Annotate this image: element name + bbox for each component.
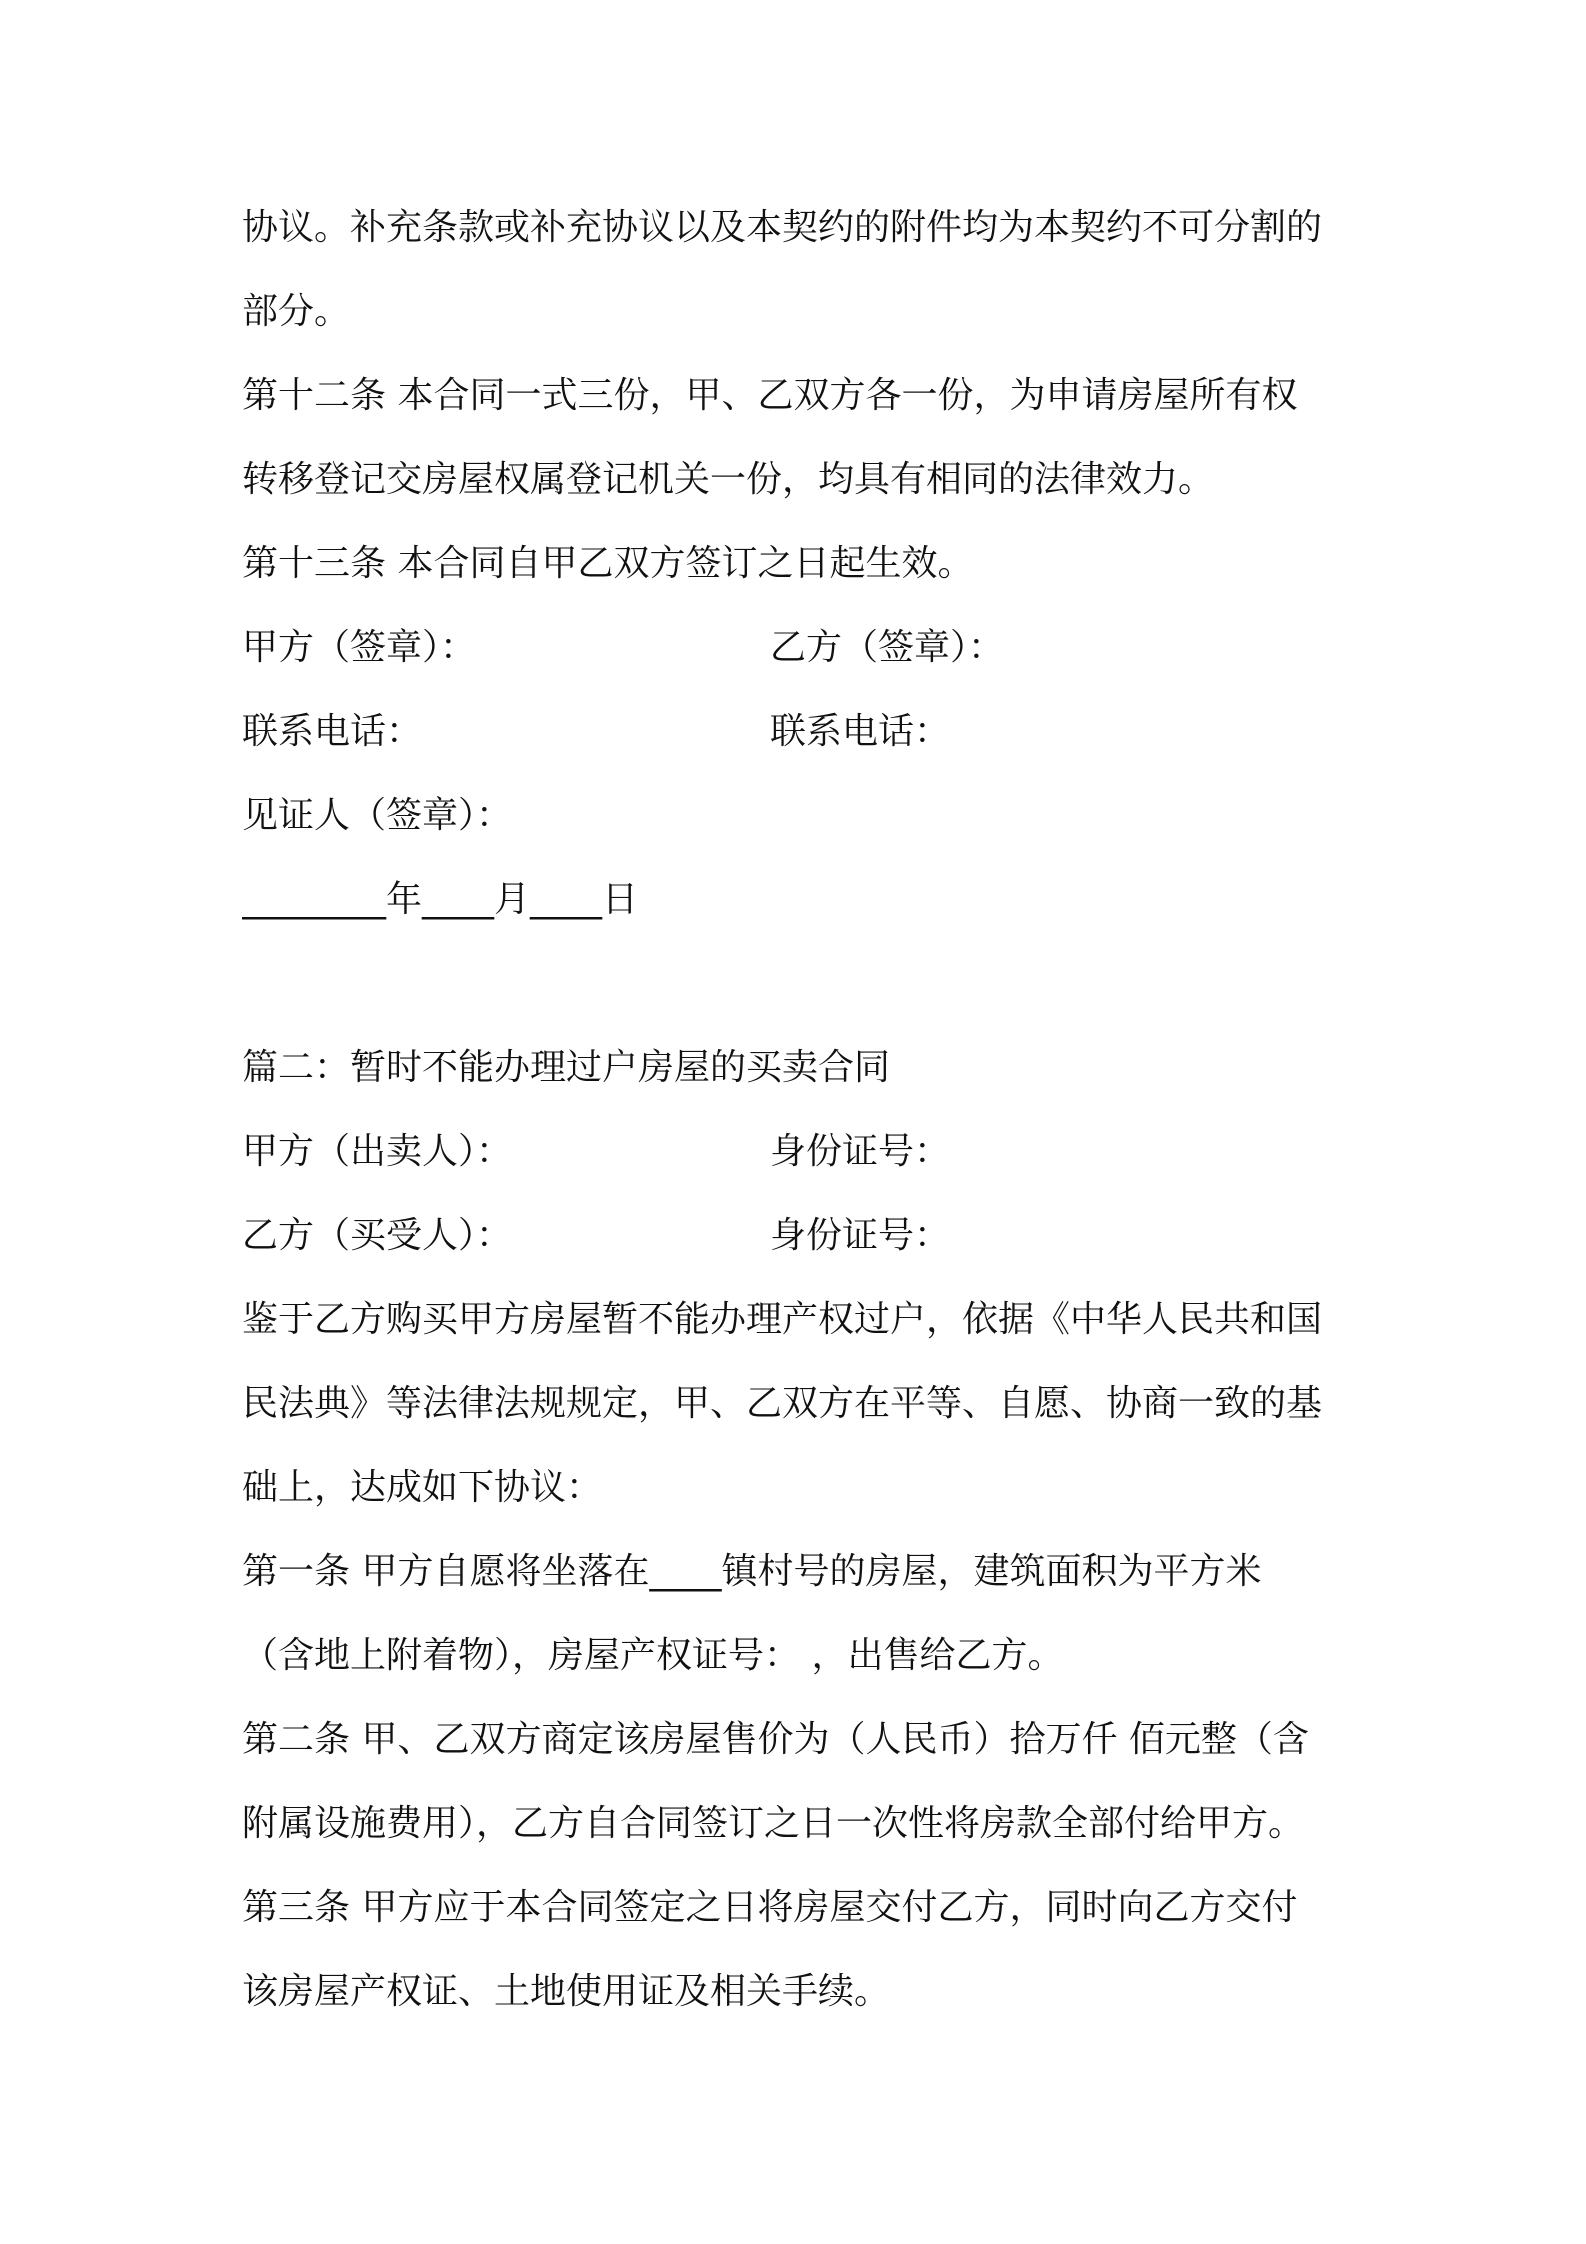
clause1-line2: （含地上附着物），房屋产权证号： ，出售给乙方。 <box>242 1635 1064 1676</box>
preamble-line3: 础上，达成如下协议： <box>242 1467 603 1508</box>
party-b-phone-label: 联系电话： <box>770 711 951 752</box>
clause2-line2: 附属设施费用），乙方自合同签订之日一次性将房款全部付给甲方。 <box>242 1803 1305 1844</box>
clause11-continuation-line2: 部分。 <box>242 291 351 332</box>
date-line: ________年____月____日 <box>242 879 638 920</box>
clause1-line1: 第一条 甲方自愿将坐落在____镇村号的房屋，建筑面积为平方米 <box>242 1551 1262 1592</box>
seller-label: 甲方（出卖人）： <box>242 1131 513 1172</box>
signature-row <box>242 618 1362 678</box>
section-title: 篇二：暂时不能办理过户房屋的买卖合同 <box>242 1047 891 1088</box>
clause2-line1: 第二条 甲、乙双方商定该房屋售价为（人民币）拾万仟 佰元整（含 <box>242 1719 1309 1760</box>
preamble-line2: 民法典》等法律法规规定，甲、乙双方在平等、自愿、协商一致的基 <box>242 1383 1323 1424</box>
clause12-line1: 第十二条 本合同一式三份，甲、乙双方各一份，为申请房屋所有权 <box>242 375 1298 416</box>
party-a-phone-label: 联系电话： <box>242 711 423 752</box>
preamble-line1: 鉴于乙方购买甲方房屋暂不能办理产权过户，依据《中华人民共和国 <box>242 1299 1323 1340</box>
clause3-line1: 第三条 甲方应于本合同签定之日将房屋交付乙方，同时向乙方交付 <box>242 1887 1298 1928</box>
clause11-continuation-line1: 协议。补充条款或补充协议以及本契约的附件均为本契约不可分割的 <box>242 207 1323 248</box>
seller-row <box>242 1122 1362 1182</box>
buyer-label: 乙方（买受人）： <box>242 1215 513 1256</box>
clause12-line2: 转移登记交房屋权属登记机关一份，均具有相同的法律效力。 <box>242 459 1215 500</box>
party-b-seal-label: 乙方（签章）： <box>770 627 1005 668</box>
clause3-line2: 该房屋产权证、土地使用证及相关手续。 <box>242 1971 891 2012</box>
buyer-id-label: 身份证号： <box>770 1215 951 1256</box>
phone-row <box>242 702 1362 762</box>
party-a-seal-label: 甲方（签章）： <box>242 627 477 668</box>
seller-id-label: 身份证号： <box>770 1131 951 1172</box>
buyer-row <box>242 1206 1362 1266</box>
clause13: 第十三条 本合同自甲乙双方签订之日起生效。 <box>242 543 974 584</box>
witness-seal-label: 见证人（签章）： <box>242 795 513 836</box>
